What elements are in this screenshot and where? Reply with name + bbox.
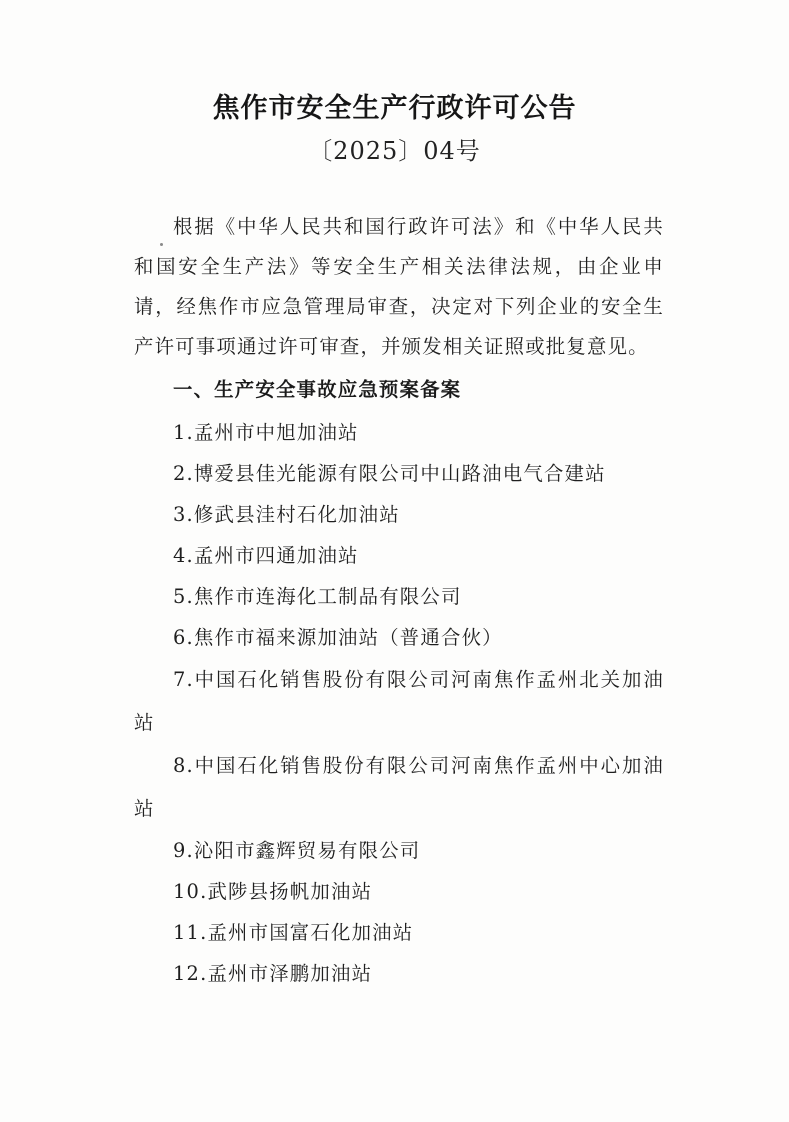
section-heading: 一、生产安全事故应急预案备案 <box>173 378 462 401</box>
list-item: 5.焦作市连海化工制品有限公司 <box>173 585 462 608</box>
list-item: 9.沁阳市鑫辉贸易有限公司 <box>173 839 421 862</box>
list-item: 1.孟州市中旭加油站 <box>173 421 359 444</box>
enterprise-list <box>134 412 664 994</box>
list-item: 11.孟州市国富石化加油站 <box>173 921 414 944</box>
list-item: 4.孟州市四通加油站 <box>173 544 359 567</box>
document-title: 焦作市安全生产行政许可公告 <box>212 93 577 124</box>
list-item: 3.修武县洼村石化加油站 <box>173 503 400 526</box>
list-item: 8.中国石化销售股份有限公司河南焦作孟州中心加油站 <box>134 754 664 820</box>
intro-paragraph: 根据《中华人民共和国行政许可法》和《中华人民共和国安全生产法》等安全生产相关法律法规，由企业申请，经焦作市应急管理局审查，决定对下列企业的安全生产许可事项通过许可审查，并颁发相关证照或批复意见。 <box>134 215 664 358</box>
list-item: 12.孟州市泽鹏加油站 <box>173 962 373 985</box>
list-item: 6.焦作市福来源加油站（普通合伙） <box>173 626 503 649</box>
list-item: 10.武陟县扬帆加油站 <box>173 880 373 903</box>
list-item: 7.中国石化销售股份有限公司河南焦作孟州北关加油站 <box>134 668 664 734</box>
list-item: 2.博爱县佳光能源有限公司中山路油电气合建站 <box>173 462 606 485</box>
document-number: 〔2025〕04号 <box>308 137 481 165</box>
